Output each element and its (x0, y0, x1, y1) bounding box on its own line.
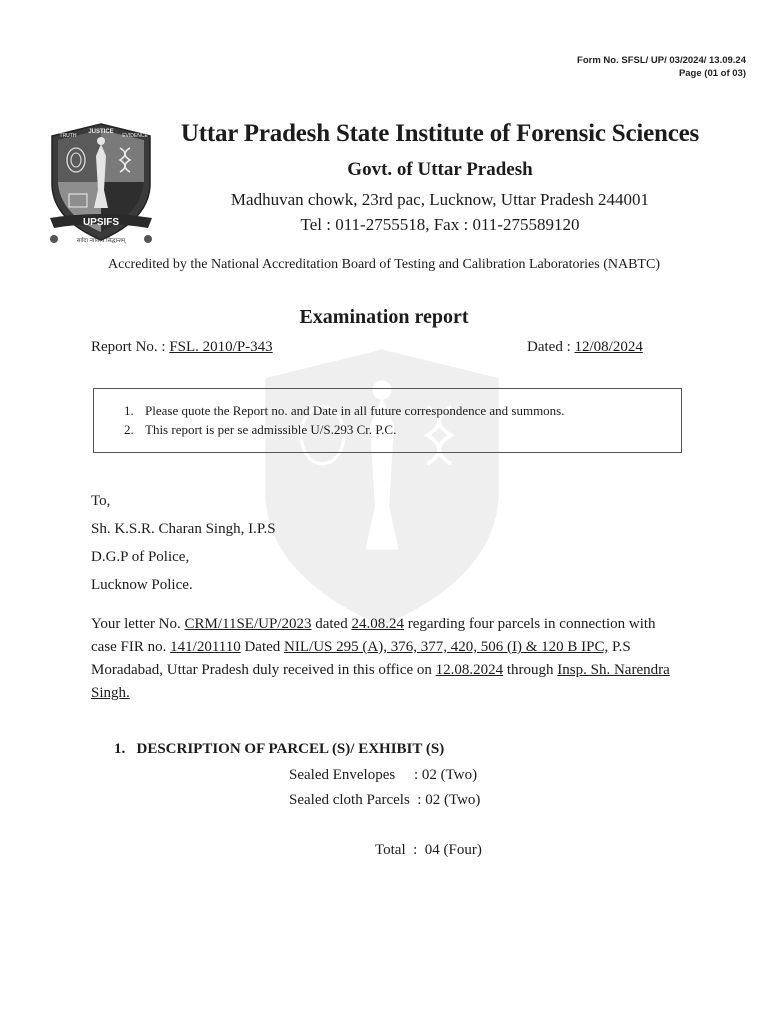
letter-number: CRM/11SE/UP/2023 (184, 616, 312, 632)
notice-box (93, 388, 682, 453)
report-date-label: Dated : (527, 339, 575, 355)
svg-text:UPSIFS: UPSIFS (82, 217, 120, 228)
total-label: Total : (375, 842, 422, 858)
notice-list (94, 401, 681, 439)
notice-item: 1. Please quote the Report no. and Date in all future correspondence and summons. (137, 401, 681, 420)
report-date-line (527, 339, 643, 356)
form-number-block (577, 54, 746, 80)
watermark-emblem-icon (232, 340, 532, 640)
svg-text:JUSTICE: JUSTICE (88, 129, 114, 135)
received-date: 12.08.2024 (435, 662, 504, 678)
letter-text: dated (311, 616, 352, 632)
report-number: FSL. 2010/P-343 (169, 339, 273, 355)
recipient-name: Sh. K.S.R. Charan Singh, I.P.S (91, 521, 276, 537)
parcel-total (375, 842, 482, 859)
accreditation-line: Accredited by the National Accreditation Board of Testing and Calibration Laboratories (NABTC) (108, 257, 660, 272)
letter-text: Your letter No. (91, 616, 185, 632)
report-title: Examination report (299, 306, 469, 328)
letter-paragraph (91, 613, 671, 705)
parcel-label: Sealed cloth Parcels (289, 792, 410, 808)
letter-text: Dated (240, 639, 285, 655)
report-number-label: Report No. : (91, 339, 170, 355)
notice-item: 2. This report is per se admissible U/S.293 Cr. P.C. (137, 420, 681, 439)
letterhead (160, 118, 720, 236)
government-name: Govt. of Uttar Pradesh (347, 159, 533, 180)
recipient-block (91, 487, 276, 599)
parcel-count: 02 (Two) (421, 792, 481, 808)
fir-number: 141/201110 (170, 639, 241, 655)
parcel-row (289, 792, 480, 809)
recipient-office: Lucknow Police. (91, 577, 193, 593)
page-number: Page (01 of 03) (678, 68, 746, 79)
parcel-separator: : (395, 767, 419, 783)
letter-text: through (503, 662, 558, 678)
parcel-label: Sealed Envelopes (289, 767, 396, 783)
svg-text:सर्वदा न्यायस्य सिद्धान्तम्: सर्वदा न्यायस्य सिद्धान्तम् (76, 238, 126, 244)
letter-date: 24.08.24 (351, 616, 404, 632)
organization-address: Madhuvan chowk, 23rd pac, Lucknow, Uttar Pradesh 244001 (230, 190, 650, 209)
section-heading: 1. DESCRIPTION OF PARCEL (S)/ EXHIBIT (S) (114, 741, 445, 757)
officer-name: Insp. Sh. Narendra Singh. (91, 662, 670, 701)
parcel-separator: : (409, 792, 422, 808)
letter-text: regarding four parcels in connection with case FIR no. (91, 616, 656, 655)
organization-contact: Tel : 011-2755518, Fax : 011-275589120 (300, 215, 580, 234)
svg-text:TRUTH: TRUTH (59, 133, 77, 139)
upsifs-logo-icon (44, 120, 158, 246)
report-number-line (91, 339, 273, 356)
svg-text:EVIDENCE: EVIDENCE (122, 133, 148, 139)
recipient-designation: D.G.P of Police, (91, 549, 190, 565)
form-number: Form No. SFSL/ UP/ 03/2024/ 13.09.24 (577, 55, 746, 66)
parcel-count: 02 (Two) (418, 767, 478, 783)
letter-text: P.S Moradabad, Uttar Pradesh duly received in this office on (91, 639, 631, 678)
total-value: 04 (Four) (421, 842, 482, 858)
parcel-row (289, 767, 477, 784)
organization-name: Uttar Pradesh State Institute of Forensic Sciences (180, 120, 700, 147)
ipc-sections: NIL/US 295 (A), 376, 377, 420, 506 (I) & 120 B IPC, (284, 639, 609, 655)
recipient-salutation: To, (91, 493, 111, 509)
report-date: 12/08/2024 (574, 339, 643, 355)
